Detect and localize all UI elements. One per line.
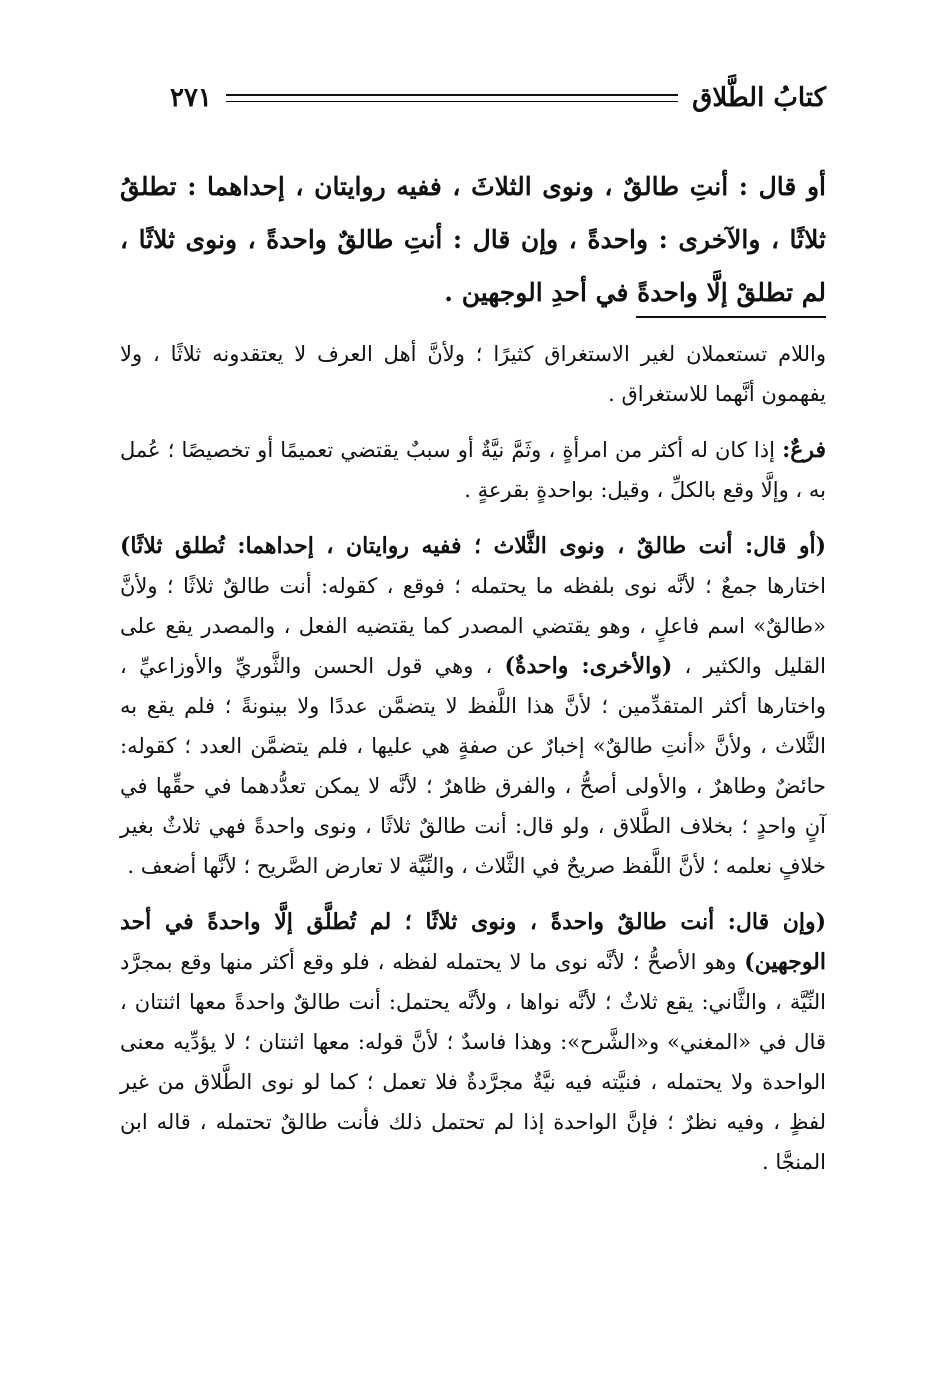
commentary [120, 334, 826, 1198]
commentary-paragraph-4 [120, 902, 826, 1182]
quoted-matn: (والأخرى: واحدةٌ) [504, 653, 673, 679]
quoted-matn: (أو قال: أنت طالقٌ ، ونوى الثَّلاث ؛ ففيه روايتان ، إحداهما: تُطلق ثلاثًا) [120, 533, 826, 559]
far-label: فرعٌ: [782, 437, 826, 463]
commentary-text: اختارها جمعٌ ؛ لأنَّه نوى بلفظه ما يحتمله ؛ فوقع ، كقوله: أنت طالقٌ ثلاثًا ؛ ولأنَّ «طالقٌ» اسم فاعلٍ ، وهو يقتضي المصدر كما يقتضيه الفعل ، والمصدر يقع على القليل والكثير ، [120, 574, 826, 678]
page-header [170, 78, 826, 118]
commentary-text: ، وهي قول الحسن والثَّوريِّ والأوزاعيِّ ، واختارها أكثر المتقدِّمين ؛ لأنَّ هذا اللَّفظ لا يتضمَّن عددًا ولا بينونةً ؛ فلم يقع به الثَّلاث ، ولأنَّ «أنتِ طالقٌ» إخبارٌ عن صفةٍ هي عليها ، فلم يتضمَّن العدد ؛ كقوله: حائضٌ وطاهرٌ ، والأولى أصحُّ ، والفرق ظاهرٌ ؛ لأنَّه لا يمكن تعدُّدهما في حقِّها في آنٍ واحدٍ ؛ بخلاف الطَّلاق ، ولو قال: أنت طالقٌ ثلاثًا ، ونوى واحدةً فهي ثلاثٌ بغير خلافٍ نعلمه ؛ لأنَّ اللَّفظ صريحٌ في الثَّلاث ، والنِّيَّة لا تعارض الصَّريح ؛ لأنَّها أضعف . [120, 654, 826, 878]
commentary-text: وهو الأصحُّ ؛ لأنَّه نوى ما لا يحتمله لفظه ، فلو وقع أكثر منها وقع بمجرَّد النِّيَّة ، والثَّاني: يقع ثلاثٌ ؛ لأنَّه نواها ، ولأنَّه يحتمل: أنت طالقٌ واحدةً معها اثنتان ، قال في «المغني» و«الشَّرح»: وهذا فاسدٌ ؛ لأنَّ قوله: معها اثنتان ؛ لا يؤدِّيه معنى الواحدة ولا يحتمله ، فنيَّته فيه نيَّةٌ مجرَّدةٌ فلا تعمل ؛ كما لو نوى الطَّلاق من غير لفظٍ ، وفيه نظرٌ ؛ فإنَّ الواحدة إذا لم تحتمل ذلك فأنت طالقٌ تحتمله ، قاله ابن المنجَّا . [120, 950, 826, 1174]
page-number: ٢٧١ [170, 83, 212, 113]
commentary-paragraph-3 [120, 526, 826, 886]
commentary-paragraph-2 [120, 430, 826, 510]
commentary-text: إذا كان له أكثر من امرأةٍ ، وثَمَّ نيَّةٌ أو سببٌ يقتضي تعميمًا أو تخصيصًا ؛ عُمل به ، وإلَّا وقع بالكلِّ ، وقيل: بواحدةٍ بقرعةٍ . [120, 438, 826, 502]
footnote-divider [636, 316, 826, 318]
commentary-paragraph-1 [120, 334, 826, 414]
quoted-matn: (وإن قال: أنت طالقٌ واحدةً ، ونوى ثلاثًا ؛ لم تُطلَّق إلَّا واحدةً في أحد الوجهين) [120, 909, 826, 975]
main-text-body: أو قال : أنتِ طالقٌ ، ونوى الثلاثَ ، ففيه روايتان ، إحداهما : تطلقُ ثلاثًا ، والآخرى : واحدةً ، وإن قال : أنتِ طالقٌ واحدةً ، ونوى ثلاثًا ، لم تطلقْ إلَّا واحدةً في أحدِ الوجهين . [120, 172, 826, 307]
running-title: كتابُ الطَّلاق [692, 83, 826, 113]
header-rule [226, 94, 678, 102]
commentary-text: واللام تستعملان لغير الاستغراق كثيرًا ؛ ولأنَّ أهل العرف لا يعتقدونه ثلاثًا ، ولا يفهمون أنَّهما للاستغراق . [120, 342, 826, 406]
main-text [120, 160, 826, 319]
